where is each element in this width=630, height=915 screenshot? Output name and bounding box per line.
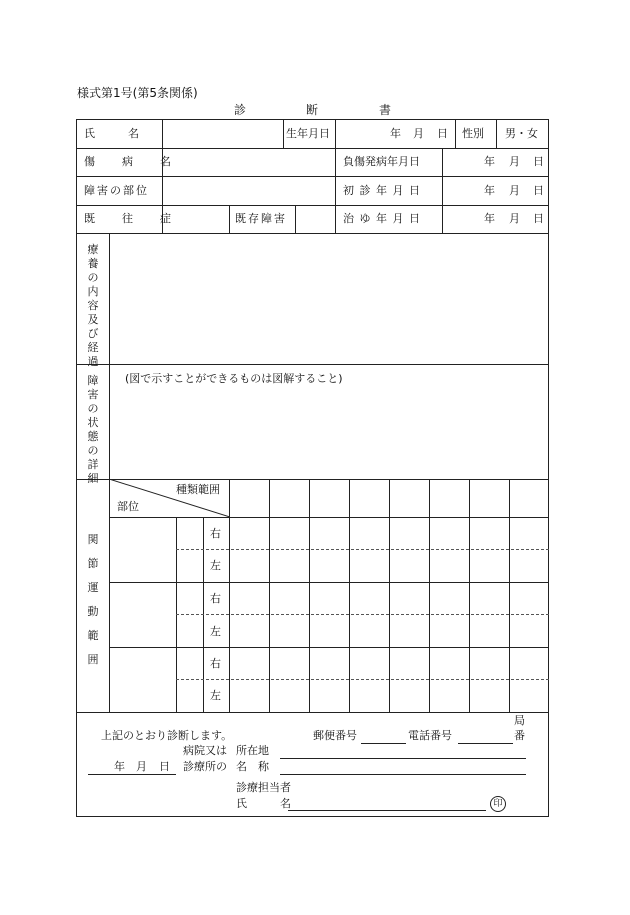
rom-col-line [429, 479, 430, 712]
hospital-label: 病院又は [183, 744, 227, 757]
treatment-label: 療養の内容及び経過 [87, 243, 99, 368]
col-line [335, 119, 336, 233]
seal-mark: 印 [490, 796, 506, 812]
row-line [76, 148, 549, 149]
rom-side-split [176, 679, 549, 680]
rom-group-line [109, 647, 549, 648]
row-line [76, 176, 549, 177]
rom-col-line [469, 479, 470, 712]
col-line [442, 148, 443, 233]
postal-label: 郵便番号 [313, 729, 357, 742]
birth-date-label: 生年月日 [286, 127, 330, 140]
address-underline [280, 758, 526, 759]
side-left: 左 [210, 625, 221, 638]
disability-site-label: 障害の部位 [84, 184, 149, 197]
rom-col-line [269, 479, 270, 712]
date-underline [88, 774, 176, 775]
row-line [76, 233, 549, 234]
condition-note: (図で示すことができるものは図解すること) [125, 372, 343, 385]
side-right: 右 [210, 592, 221, 605]
rom-group-line [109, 582, 549, 583]
col-line [283, 119, 284, 148]
side-right: 右 [210, 657, 221, 670]
cure-year: 年 [484, 212, 495, 225]
first-visit-label: 初 診 年 月 日 [343, 184, 421, 197]
history-label: 既 往 症 [84, 212, 179, 225]
birth-day: 日 [437, 127, 448, 140]
section-label-column-line [109, 233, 110, 712]
injury-day: 日 [533, 155, 544, 168]
clinic-label: 診療所の [183, 760, 227, 773]
rom-col-line [389, 479, 390, 712]
kyoku-label: 局 [514, 714, 525, 727]
col-line [229, 205, 230, 233]
rom-side-split [176, 614, 549, 615]
rom-col-line [509, 479, 510, 712]
cure-date-label: 治 ゆ 年 月 日 [343, 212, 421, 225]
address-label: 所在地 [236, 744, 269, 757]
sex-label: 性別 [462, 127, 484, 140]
title-char-3: 書 [379, 103, 392, 117]
injury-month: 月 [509, 155, 520, 168]
rom-label: 関節運動範囲 [87, 533, 99, 666]
facility-name-underline [280, 774, 526, 775]
name-label: 氏 名 [84, 127, 139, 140]
row-line [76, 205, 549, 206]
side-right: 右 [210, 527, 221, 540]
first-visit-month: 月 [509, 184, 520, 197]
doctor-name-label: 氏 名 [236, 797, 291, 810]
rom-side-split [176, 549, 549, 550]
issue-day: 日 [159, 760, 170, 773]
col-line [455, 119, 456, 148]
cure-month: 月 [509, 212, 520, 225]
phone-underline [458, 743, 513, 744]
kind-range-label: 種類範囲 [176, 483, 220, 496]
part-label: 部位 [117, 500, 139, 513]
row-line [76, 712, 549, 713]
statement: 上記のとおり診断します。 [101, 729, 233, 742]
injury-year: 年 [484, 155, 495, 168]
cure-day: 日 [533, 212, 544, 225]
form-number: 様式第1号(第5条関係) [77, 86, 198, 100]
injury-label: 傷 病 名 [84, 155, 179, 168]
facility-name-label: 名 称 [236, 760, 269, 773]
col-line [496, 119, 497, 148]
issue-year: 年 [114, 760, 125, 773]
condition-label: 障害の状態の詳細 [87, 374, 99, 485]
doctor-name-underline [288, 810, 486, 811]
phone-label: 電話番号 [408, 729, 452, 742]
side-left: 左 [210, 559, 221, 572]
existing-disability-label: 既存障害 [235, 212, 287, 225]
col-line [295, 205, 296, 233]
issue-month: 月 [136, 760, 147, 773]
rom-col-line [349, 479, 350, 712]
first-visit-day: 日 [533, 184, 544, 197]
injury-date-label: 負傷発病年月日 [343, 155, 420, 168]
rom-col-line [229, 479, 230, 712]
birth-month: 月 [413, 127, 424, 140]
title-char-2: 断 [306, 103, 319, 117]
rom-col-line [309, 479, 310, 712]
birth-year: 年 [390, 127, 401, 140]
sex-value: 男・女 [505, 127, 538, 140]
doctor-label: 診療担当者 [236, 781, 291, 794]
row-line [76, 364, 549, 365]
side-left: 左 [210, 689, 221, 702]
postal-underline [361, 743, 406, 744]
ban-label: 番 [514, 729, 525, 742]
rom-header-line [109, 517, 549, 518]
title-char-1: 診 [234, 103, 247, 117]
first-visit-year: 年 [484, 184, 495, 197]
